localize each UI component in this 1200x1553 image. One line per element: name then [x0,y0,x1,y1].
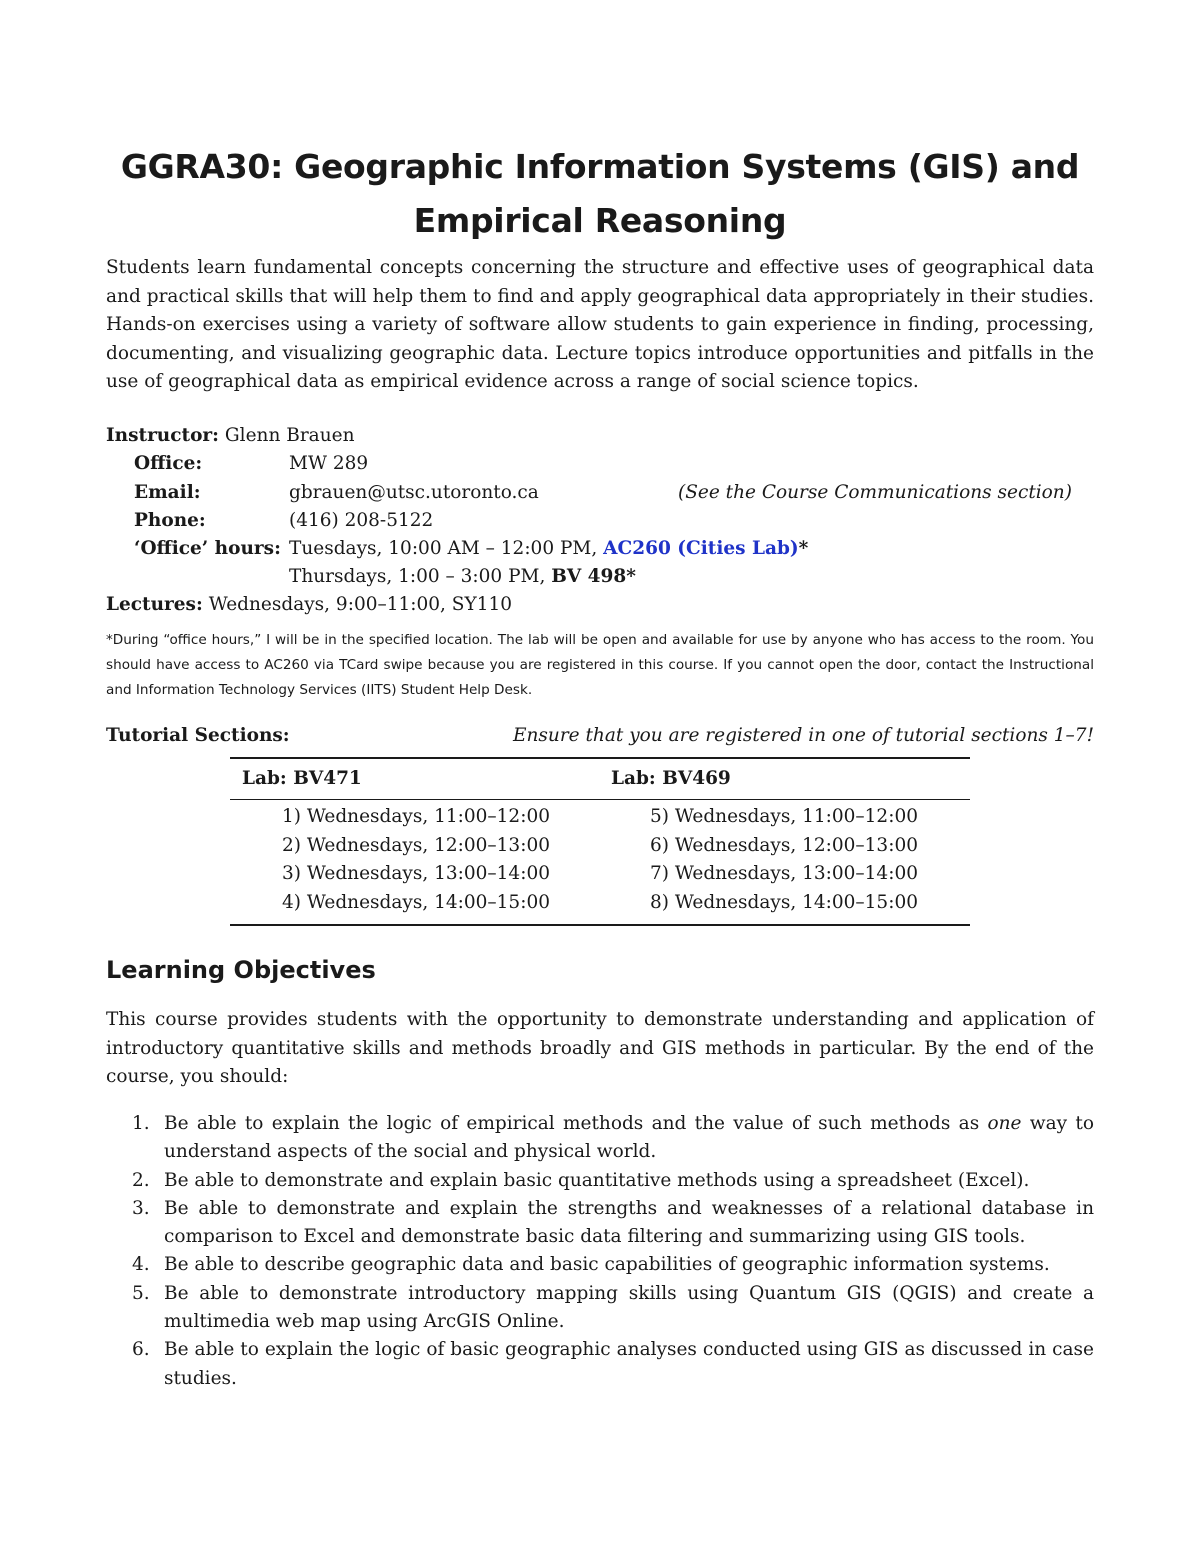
tutorial-section-2: 2) Wednesdays, 12:00–13:00 [282,835,550,856]
tutorial-sections-note: Ensure that you are registered in one of tutorial sections 1–7! [513,725,1094,746]
phone-label: Phone: [134,510,206,531]
table-top-rule [230,757,970,759]
office-hours-tuesday [289,535,808,563]
cities-lab-link[interactable]: AC260 (Cities Lab) [603,538,799,559]
table-header-bv471: Lab: BV471 [242,768,362,789]
objective-text: Be able to demonstrate and explain basic quantitative methods using a spreadsheet (Excel). [164,1169,1030,1191]
office-label: Office: [134,453,203,474]
tutorial-section-4: 4) Wednesdays, 14:00–15:00 [282,892,550,913]
objective-text: Be able to explain the logic of basic geographic analyses conducted using GIS as discussed in case studies. [164,1339,1094,1389]
table-header-bv469: Lab: BV469 [611,768,731,789]
phone-value: (416) 208-5122 [289,510,434,531]
list-item [106,1280,1094,1337]
list-item [106,1167,1094,1195]
list-item [106,1336,1094,1393]
title-line-1: GGRA30: Geographic Information Systems (GIS) and [120,147,1080,186]
tutorial-section-6: 6) Wednesdays, 12:00–13:00 [650,835,918,856]
list-number: 3. [132,1197,150,1219]
office-hours-thursday [289,563,636,591]
objective-text-post: way to understand aspects of the social and physical world. [164,1113,1094,1163]
page-title [100,140,1100,248]
objective-emphasis: one [987,1113,1022,1134]
instructor-line [106,422,355,450]
office-hours-label: ‘Office’ hours: [134,538,281,559]
tutorial-section-3: 3) Wednesdays, 13:00–14:00 [282,863,550,884]
lectures-label: Lectures: [106,594,203,615]
objective-text-pre: Be able to explain the logic of empirical methods and the value of such methods as [164,1113,988,1134]
list-item [106,1251,1094,1279]
lectures-value: Wednesdays, 9:00–11:00, SY110 [208,594,513,615]
office-hours-tuesday-text: Tuesdays, 10:00 AM – 12:00 PM, [289,538,604,559]
thursday-room: BV 498 [551,566,627,587]
objective-text: Be able to demonstrate and explain the strengths and weaknesses of a relational database in comparison to Excel and demonstrate basic data filtering and summarizing using GIS tools. [164,1197,1094,1248]
learning-objectives-heading: Learning Objectives [106,956,376,984]
email-label: Email: [134,482,201,503]
list-item [106,1195,1094,1252]
learning-objectives-intro: This course provides students with the opportunity to demonstrate understanding and application of introductory quantitative skills and methods broadly and GIS methods in particular. By the end of the course, you should: [106,1009,1094,1087]
office-hours-thursday-text: Thursdays, 1:00 – 3:00 PM, [289,566,552,587]
instructor-name: Glenn Brauen [224,425,355,446]
list-number: 2. [132,1169,150,1191]
footnote-mark: * [798,538,809,559]
table-mid-rule [230,799,970,800]
instructor-label: Instructor: [106,425,219,446]
objective-text: Be able to describe geographic data and basic capabilities of geographic information systems. [164,1254,1050,1276]
tutorial-section-8: 8) Wednesdays, 14:00–15:00 [650,892,918,913]
tutorial-section-7: 7) Wednesdays, 13:00–14:00 [650,863,918,884]
footnote-mark: * [626,566,636,587]
list-number: 5. [132,1282,150,1304]
list-number: 6. [132,1339,150,1361]
title-line-2: Empirical Reasoning [413,201,787,240]
tutorial-section-1: 1) Wednesdays, 11:00–12:00 [282,806,550,827]
office-value: MW 289 [289,453,369,474]
email-value[interactable]: gbrauen@utsc.utoronto.ca [289,482,539,503]
office-hours-footnote: *During “office hours,” I will be in the specified location. The lab will be open and available for use by anyone who has access to the room. You should have access to AC260 via TCard swipe because you are registered in this course. If you cannot open the door, contact the Instructional and Information Technology Services (IITS) Student Help Desk. [106,632,1094,698]
list-number: 4. [132,1254,150,1276]
table-bottom-rule [230,924,970,926]
objective-text: Be able to demonstrate introductory mapping skills using Quantum GIS (QGIS) and create a multimedia web map using ArcGIS Online. [164,1282,1094,1333]
list-number: 1. [132,1113,150,1134]
list-item [106,1110,1094,1167]
learning-objectives-list [106,1110,1094,1393]
email-note: (See the Course Communications section) [678,482,1072,503]
lectures-line [106,591,512,619]
course-description: Students learn fundamental concepts concerning the structure and effective uses of geographical data and practical skills that will help them to find and apply geographical data appropriately in their studies. Hands-on exercises using a variety of software allow students to gain experience in finding, processing, documenting, and visualizing geographic data. Lecture topics introduce opportunities and pitfalls in the use of geographical data as empirical evidence across a range of social science topics. [106,257,1094,392]
tutorial-section-5: 5) Wednesdays, 11:00–12:00 [650,806,918,827]
tutorial-sections-label: Tutorial Sections: [106,725,290,746]
